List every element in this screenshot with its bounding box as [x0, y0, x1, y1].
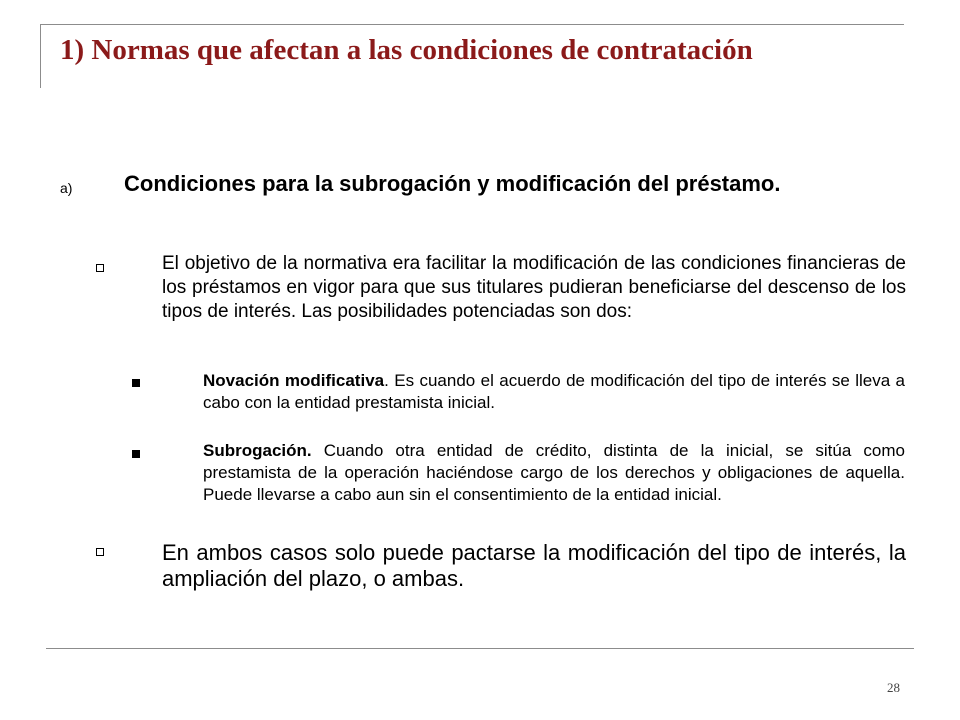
bottom-rule	[46, 648, 914, 649]
subitem-subrogacion	[203, 440, 905, 506]
section-label: a)	[60, 180, 73, 196]
subitem-term: Subrogación.	[203, 441, 312, 460]
square-bullet-icon	[96, 264, 104, 272]
subitem-novacion	[203, 370, 905, 414]
subitem-term: Novación modificativa	[203, 371, 385, 390]
slide-title: 1) Normas que afectan a las condiciones de contratación	[60, 34, 753, 66]
square-bullet-icon	[96, 548, 104, 556]
section-heading: Condiciones para la subrogación y modificación del préstamo.	[124, 171, 781, 196]
top-rule	[40, 24, 904, 25]
bullet-text: El objetivo de la normativa era facilitar la modificación de las condiciones financieras de los préstamos en vigor para que sus titulares pudieran beneficiarse del descenso de los tipos de interés. Las posibilidades potenciadas son dos:	[162, 253, 906, 322]
square-bullet-icon	[132, 450, 140, 458]
page-number: 28	[887, 680, 900, 695]
subitem-text: Cuando otra entidad de crédito, distinta de la inicial, se sitúa como prestamista de la operación haciéndose cargo de los derechos y obligaciones de aquella. Puede llevarse a cabo aun sin el consentimiento de la entidad inicial.	[203, 441, 905, 504]
square-bullet-icon	[132, 379, 140, 387]
left-rule	[40, 24, 41, 88]
bullet-text: En ambos casos solo puede pactarse la modificación del tipo de interés, la ampliación del plazo, o ambas.	[162, 540, 906, 591]
subitem-text: . Es cuando el acuerdo de modificación del tipo de interés se lleva a cabo con la entidad prestamista inicial.	[203, 371, 905, 412]
